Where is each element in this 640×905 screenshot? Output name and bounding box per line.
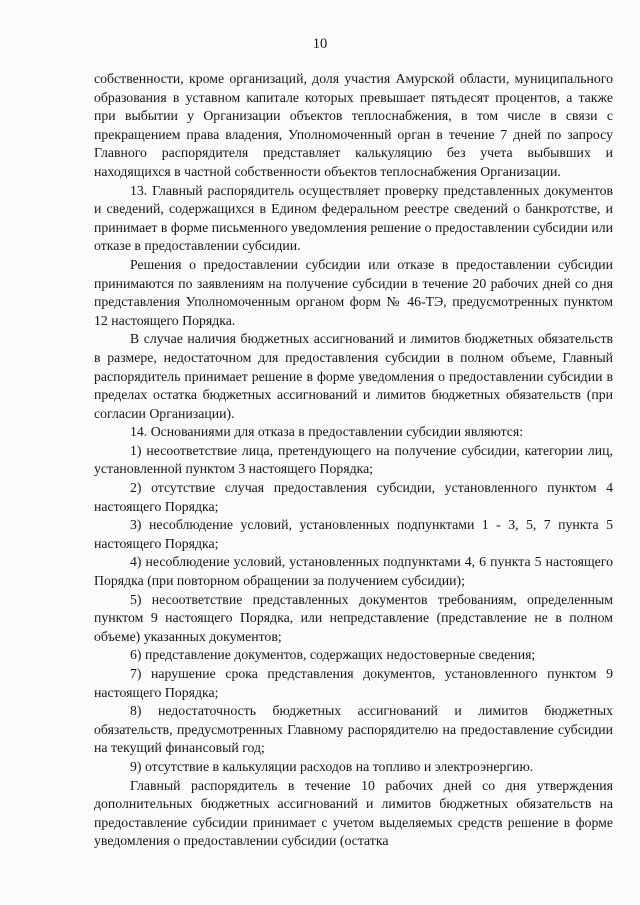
list-item-3: 3) несоблюдение условий, установленных подпунктами 1 - 3, 5, 7 пункта 5 настоящего Порядка; — [94, 517, 613, 551]
list-item-9: 9) отсутствие в калькуляции расходов на топливо и электроэнергию. — [130, 758, 534, 774]
list-item-4: 4) несоблюдение условий, установленных подпунктами 4, 6 пункта 5 настоящего Порядка (при повторном обращении за получением субсидии); — [94, 554, 613, 589]
paragraph-clause-13: 13. Главный распорядитель осуществляет проверку представленных документов и сведений, содержащихся в Едином федеральном реестре сведений о банкротстве, и принимает в форме письменного уведомления решение о предоставлении субсидии или отказе в предоставлении субсидии. — [94, 182, 613, 254]
page-number: 10 — [312, 36, 328, 52]
paragraph-clause-14: 14. Основаниями для отказа в предоставлении субсидии являются: — [130, 424, 524, 440]
paragraph-continuation: собственности, кроме организаций, доля участия Амурской области, муниципального образования в уставном капитале которых превышает пятьдесят процентов, а также при выбытии у Организации объектов теплоснабжения, в том числе в связи с прекращением права владения, Уполномоченный орган в течение 7 дней по запросу Главного распорядителя представляет калькуляцию без учета выбывших и находящихся в частной собственности объектов теплоснабжения Организации. — [94, 71, 613, 179]
list-item-5: 5) несоответствие представленных документов требованиям, определенным пунктом 9 настоящего Порядка, или непредставление (представление не в полном объеме) указанных документов; — [94, 591, 613, 644]
list-item-6: 6) представление документов, содержащих недостоверные сведения; — [130, 647, 536, 663]
list-item-8: 8) недостаточность бюджетных ассигнований и лимитов бюджетных обязательств, предусмотренных Главному распорядителю на предоставление субсидии на текущий финансовый год; — [94, 703, 613, 756]
document-body — [94, 70, 613, 851]
paragraph-insufficient-funds: В случае наличия бюджетных ассигнований и лимитов бюджетных обязательств в размере, недостаточном для предоставления субсидии в полном объеме, Главный распорядитель принимает решение в форме уведомления о предоставлении субсидии в пределах остатка бюджетных ассигнований и лимитов бюджетных обязательств (при согласии Организации). — [94, 331, 613, 421]
paragraph-additional-allocations: Главный распорядитель в течение 10 рабочих дней со дня утверждения дополнительных бюджетных ассигнований и лимитов бюджетных обязательств на предоставление субсидии принимает с учетом выделяемых средств решение в форме уведомления о предоставлении субсидии (остатка — [94, 777, 613, 849]
paragraph-decision-term: Решения о предоставлении субсидии или отказе в предоставлении субсидии принимаются по заявлениям на получение субсидии в течение 20 рабочих дней со дня представления Уполномоченным органом форм № 46-ТЭ, предусмотренных пунктом 12 настоящего Порядка. — [94, 256, 613, 328]
list-item-1: 1) несоответствие лица, претендующего на получение субсидии, категории лиц, установленной пунктом 3 настоящего Порядка; — [94, 442, 613, 477]
list-item-7: 7) нарушение срока представления документов, установленного пунктом 9 настоящего Порядка; — [94, 666, 613, 700]
list-item-2: 2) отсутствие случая предоставления субсидии, установленного пунктом 4 настоящего Порядка; — [94, 480, 613, 514]
